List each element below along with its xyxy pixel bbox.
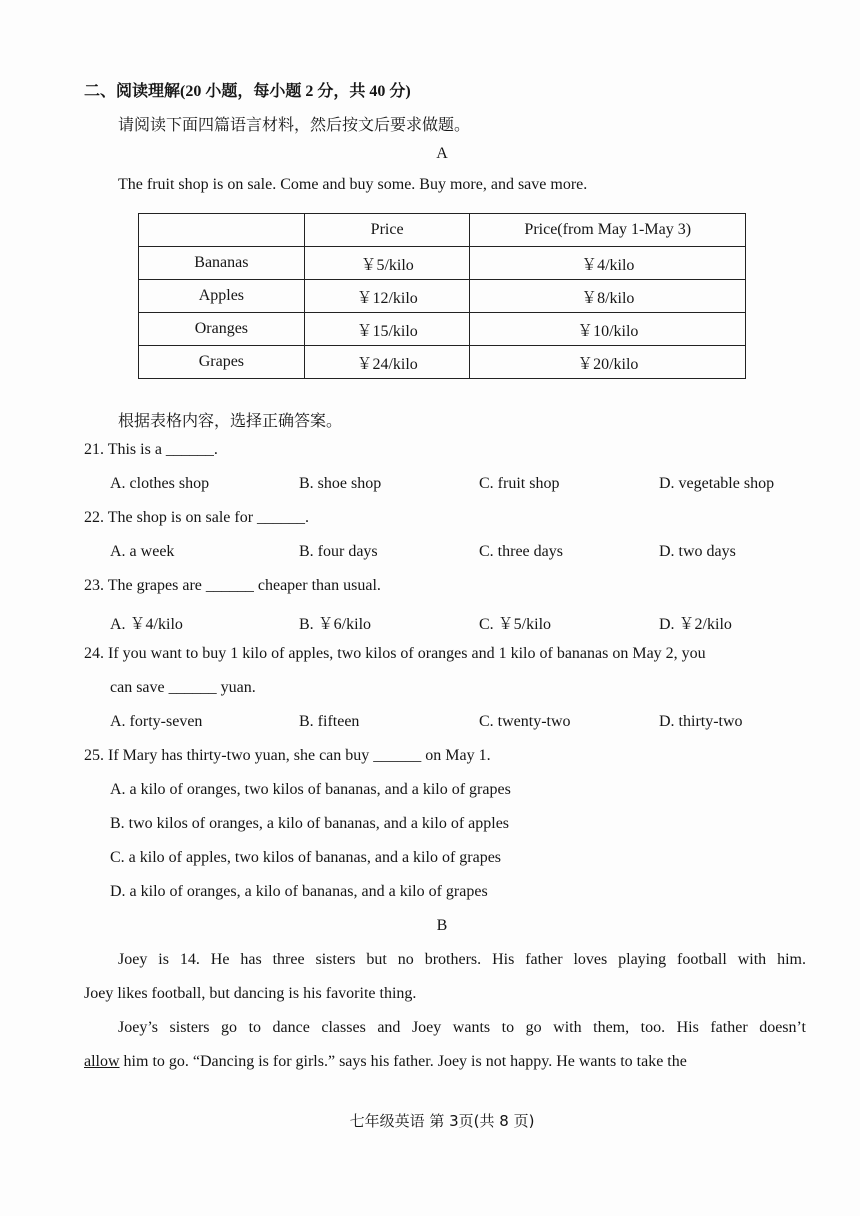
table-cell: ￥4/kilo (470, 247, 746, 280)
q21-option-a: A. clothes shop (110, 475, 210, 492)
q21-option-d: D. vegetable shop (659, 475, 775, 492)
q21-option-c: C. fruit shop (479, 475, 560, 492)
table-row (139, 313, 746, 346)
q22-option-b: B. four days (299, 543, 378, 560)
table-header-cell: Price(from May 1-May 3) (470, 214, 746, 247)
q23-option-b: B. ￥6/kilo (299, 616, 372, 633)
q24-option-a: A. forty-seven (110, 713, 203, 730)
p2-line2-rest: him to go. “Dancing is for girls.” says his father. Joey is not happy. He wants to take the (119, 1053, 687, 1070)
section-instruction: 请阅读下面四篇语言材料，然后按文后要求做题。 (118, 117, 471, 134)
table-header-cell (139, 214, 305, 247)
table-header-cell: Price (304, 214, 470, 247)
q23-option-a: A. ￥4/kilo (110, 616, 183, 633)
table-cell: ￥24/kilo (304, 346, 470, 379)
passage-b-label: B (436, 917, 448, 934)
question-24: 24. If you want to buy 1 kilo of apples, two kilos of oranges and 1 kilo of bananas on May 2, you (84, 645, 706, 662)
table-cell: ￥10/kilo (470, 313, 746, 346)
q22-option-d: D. two days (659, 543, 736, 560)
question-24-cont: can save ______ yuan. (110, 679, 256, 696)
q21-option-b: B. shoe shop (299, 475, 382, 492)
question-25: 25. If Mary has thirty-two yuan, she can buy ______ on May 1. (84, 747, 491, 764)
q24-option-c: C. twenty-two (479, 713, 571, 730)
question-23: 23. The grapes are ______ cheaper than usual. (84, 577, 381, 594)
passage-a-intro: The fruit shop is on sale. Come and buy some. Buy more, and save more. (118, 176, 588, 193)
table-row (139, 247, 746, 280)
table-cell: ￥15/kilo (304, 313, 470, 346)
q25-option-c: C. a kilo of apples, two kilos of bananas, and a kilo of grapes (110, 849, 502, 866)
passage-b-p2-line1: Joey’s sisters go to dance classes and Joey wants to go with them, too. His father doesn’t (118, 1019, 806, 1036)
table-cell: Oranges (139, 313, 305, 346)
table-row (139, 280, 746, 313)
q24-option-b: B. fifteen (299, 713, 360, 730)
q23-option-c: C. ￥5/kilo (479, 616, 552, 633)
q25-option-a: A. a kilo of oranges, two kilos of bananas, and a kilo of grapes (110, 781, 511, 798)
passage-b-p1-line1: Joey is 14. He has three sisters but no brothers. His father loves playing football with him. (118, 951, 806, 968)
passage-b-p1-line2: Joey likes football, but dancing is his favorite thing. (84, 985, 417, 1002)
q22-option-a: A. a week (110, 543, 175, 560)
table-cell: Bananas (139, 247, 305, 280)
table-row (139, 346, 746, 379)
q25-option-b: B. two kilos of oranges, a kilo of bananas, and a kilo of apples (110, 815, 510, 832)
passage-b-p2-line2 (84, 1053, 687, 1071)
q25-option-d: D. a kilo of oranges, a kilo of bananas, and a kilo of grapes (110, 883, 488, 900)
table-cell: Apples (139, 280, 305, 313)
table-cell: ￥20/kilo (470, 346, 746, 379)
page-footer: 七年级英语 第 3页(共 8 页) (349, 1112, 535, 1130)
q24-option-d: D. thirty-two (659, 713, 743, 730)
passage-a-label: A (436, 145, 448, 162)
table-header-row (139, 214, 746, 247)
passage-a-task: 根据表格内容，选择正确答案。 (118, 413, 343, 430)
table-cell: ￥8/kilo (470, 280, 746, 313)
question-21: 21. This is a ______. (84, 441, 218, 458)
question-22: 22. The shop is on sale for ______. (84, 509, 310, 526)
table-cell: Grapes (139, 346, 305, 379)
q23-option-d: D. ￥2/kilo (659, 616, 732, 633)
price-table (138, 213, 746, 379)
underlined-word: allow (84, 1053, 120, 1070)
table-cell: ￥5/kilo (304, 247, 470, 280)
q22-option-c: C. three days (479, 543, 563, 560)
section-heading: 二、阅读理解(20 小题，每小题 2 分，共 40 分) (84, 83, 411, 100)
table-cell: ￥12/kilo (304, 280, 470, 313)
